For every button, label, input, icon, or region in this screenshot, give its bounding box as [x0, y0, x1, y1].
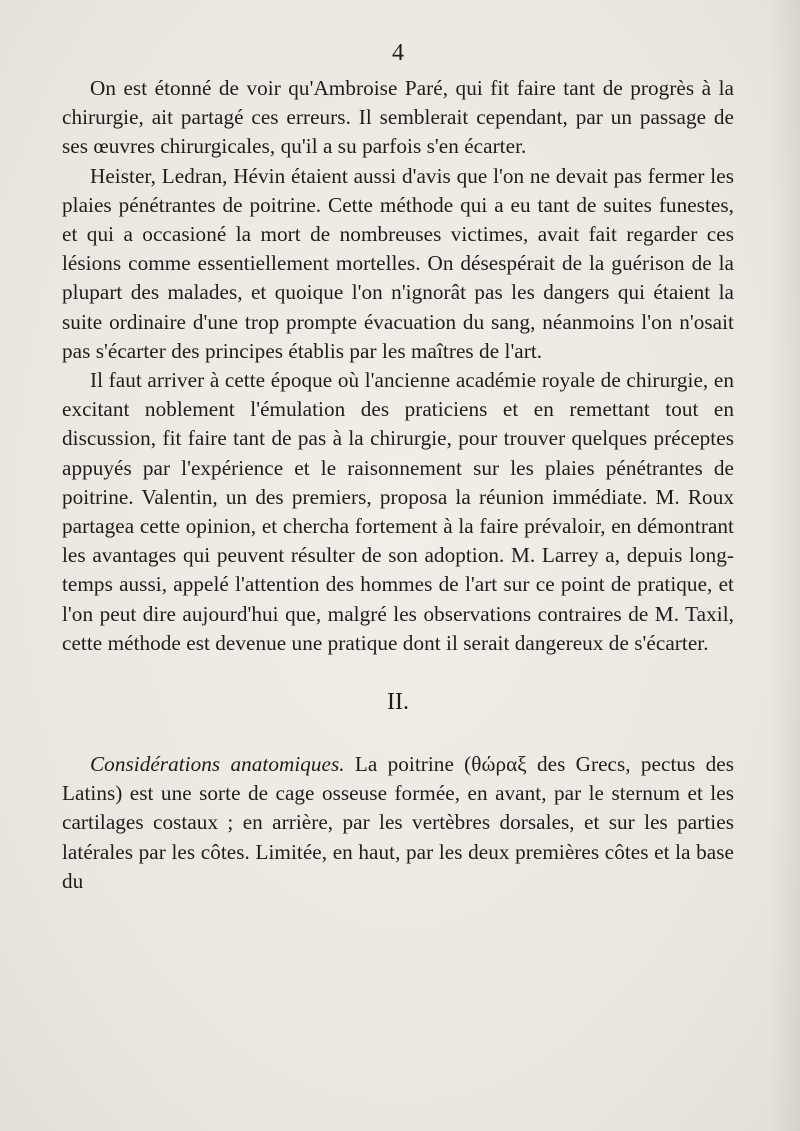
paragraph-academie-royale: Il faut arriver à cette époque où l'ancienne académie royale de chirurgie, en excitant noblement l'émulation des praticiens et en remettant tout en discussion, fit faire tant de pas à la chirurgie, pour trouver quelques préceptes appuyés par l'expérience et le raisonnement sur les plaies pénétrantes de poitrine. Valentin, un des premiers, proposa la réunion immédiate. M. Roux partagea cette opinion, et chercha fortement à la faire prévaloir, en démontrant les avantages qui peuvent résulter de son adoption. M. Larrey a, depuis long-temps aussi, appelé l'attention des hommes de l'art sur ce point de pratique, et l'on peut dire aujourd'hui que, malgré les observations contraires de M. Taxil, cette méthode est devenue une pratique dont il serait dangereux de s'écarter. [62, 368, 734, 655]
section-heading: Considérations anatomiques. [90, 752, 345, 777]
page-edge-shadow [770, 0, 800, 1131]
paragraph-heister-ledran: Heister, Ledran, Hévin étaient aussi d'avis que l'on ne devait pas fermer les plaies pénétrantes de poitrine. Cette méthode qui a eu tant de suites funestes, et qui a occasioné la mort de nombreuses victimes, avait fait regarder ces lésions comme essentiellement mortelles. On désespérait de la guérison de la plupart des malades, et quoique l'on n'ignorât pas les dangers qui étaient la suite ordinaire d'une trop prompte évacuation du sang, néanmoins l'on n'osait pas s'écarter des principes établis par les maîtres de l'art. [62, 163, 734, 363]
paragraph-ambroise-pare: On est étonné de voir qu'Ambroise Paré, qui fit faire tant de progrès à la chirurgie, ait partagé ces erreurs. Il semblerait cependant, par un passage de ses œuvres chirurgicales, qu'il a su parfois s'en écarter. [62, 76, 734, 159]
section-number: II. [387, 689, 409, 716]
section-text: La poitrine (θώραξ des Grecs, pectus des Latins) est une sorte de cage osseuse formée, en avant, par le sternum et les cartilages costaux ; en arrière, par les vertèbres dorsales, et sur les parties latérales par les côtes. Limitée, en haut, par les deux premières côtes et la base du [62, 752, 734, 893]
page-number: 4 [392, 40, 404, 66]
paragraph-considerations [62, 750, 734, 896]
